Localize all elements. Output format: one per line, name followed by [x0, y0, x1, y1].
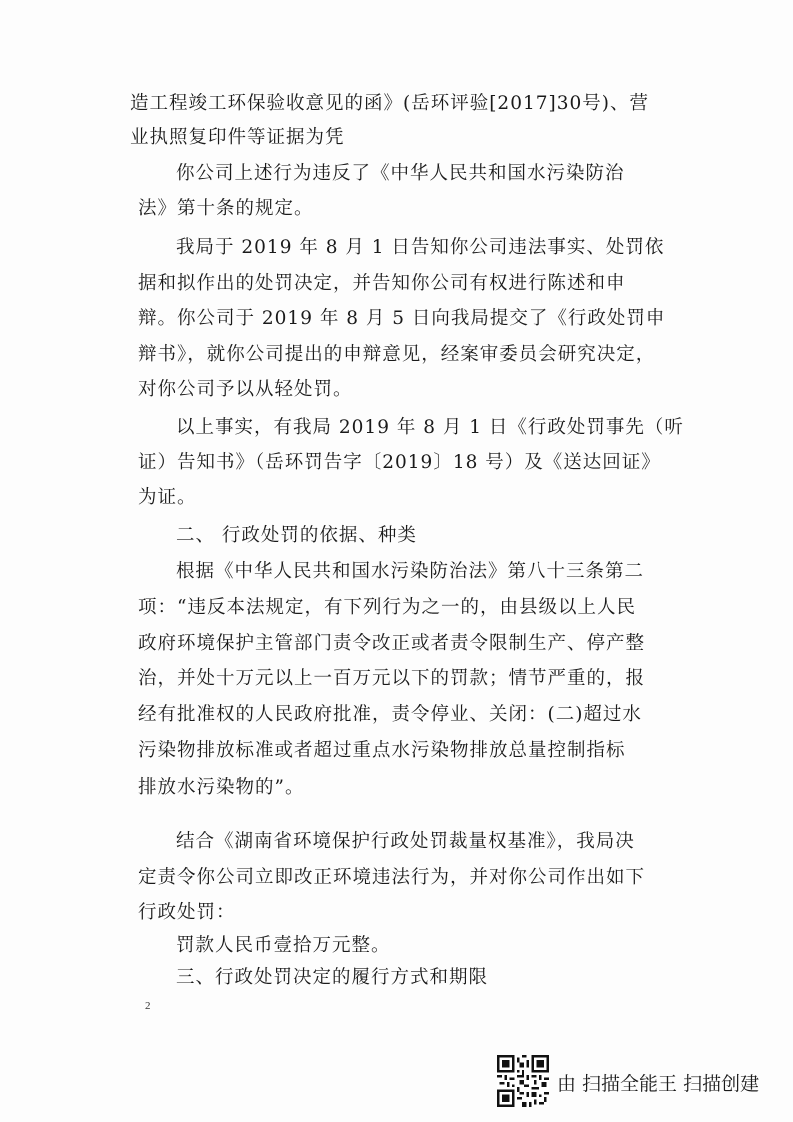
scanner-watermark	[497, 1055, 787, 1115]
body-line: 污染物排放标准或者超过重点水污染物排放总量控制指标	[138, 740, 626, 761]
body-line: 排放水污染物的”。	[138, 777, 305, 798]
body-line: 你公司上述行为违反了《中华人民共和国水污染防治	[176, 163, 625, 184]
body-line: 对你公司予以从轻处罚。	[138, 379, 353, 400]
qr-code-icon	[497, 1055, 549, 1107]
body-line: 辩书》，就你公司提出的申辩意见，经案审委员会研究决定，	[138, 344, 656, 365]
section-heading: 三、行政处罚决定的履行方式和期限	[176, 967, 489, 988]
body-line: 治，并处十万元以上一百万元以下的罚款；情节严重的，报	[138, 668, 646, 689]
body-line: 法》第十条的规定。	[138, 198, 314, 219]
body-line: 根据《中华人民共和国水污染防治法》第八十三条第二	[176, 561, 645, 582]
body-line: 据和拟作出的处罚决定，并告知你公司有权进行陈述和申	[138, 273, 626, 294]
section-heading: 二、 行政处罚的依据、种类	[176, 525, 417, 546]
body-line: 为证。	[138, 487, 197, 508]
page-number: 2	[145, 1000, 151, 1012]
body-line: 以上事实，有我局 2019 年 8 月 1 日《行政处罚事先（听	[176, 417, 684, 438]
body-line: 证）告知书》（岳环罚告字〔2019〕18 号）及《送达回证》	[138, 452, 661, 473]
body-line: 行政处罚：	[138, 902, 236, 923]
body-line: 定责令你公司立即改正环境违法行为，并对你公司作出如下	[138, 867, 646, 888]
body-line: 辩。你公司于 2019 年 8 月 5 日向我局提交了《行政处罚申	[138, 308, 666, 329]
body-line: 结合《湖南省环境保护行政处罚裁量权基准》，我局决	[176, 831, 635, 852]
body-line: 经有批准权的人民政府批准，责令停业、关闭：(二)超过水	[138, 704, 642, 725]
body-line: 造工程竣工环保验收意见的函》(岳环评验[2017]30号)、营	[130, 93, 649, 114]
body-line: 我局于 2019 年 8 月 1 日告知你公司违法事实、处罚依	[176, 237, 665, 258]
body-line: 政府环境保护主管部门责令改正或者责令限制生产、停产整	[138, 633, 646, 654]
body-line: 业执照复印件等证据为凭	[130, 127, 345, 148]
scanner-credit-text: 由 扫描全能王 扫描创建	[557, 1073, 760, 1095]
body-line: 项：“违反本法规定，有下列行为之一的，由县级以上人民	[138, 597, 636, 618]
body-line: 罚款人民币壹拾万元整。	[176, 935, 391, 956]
